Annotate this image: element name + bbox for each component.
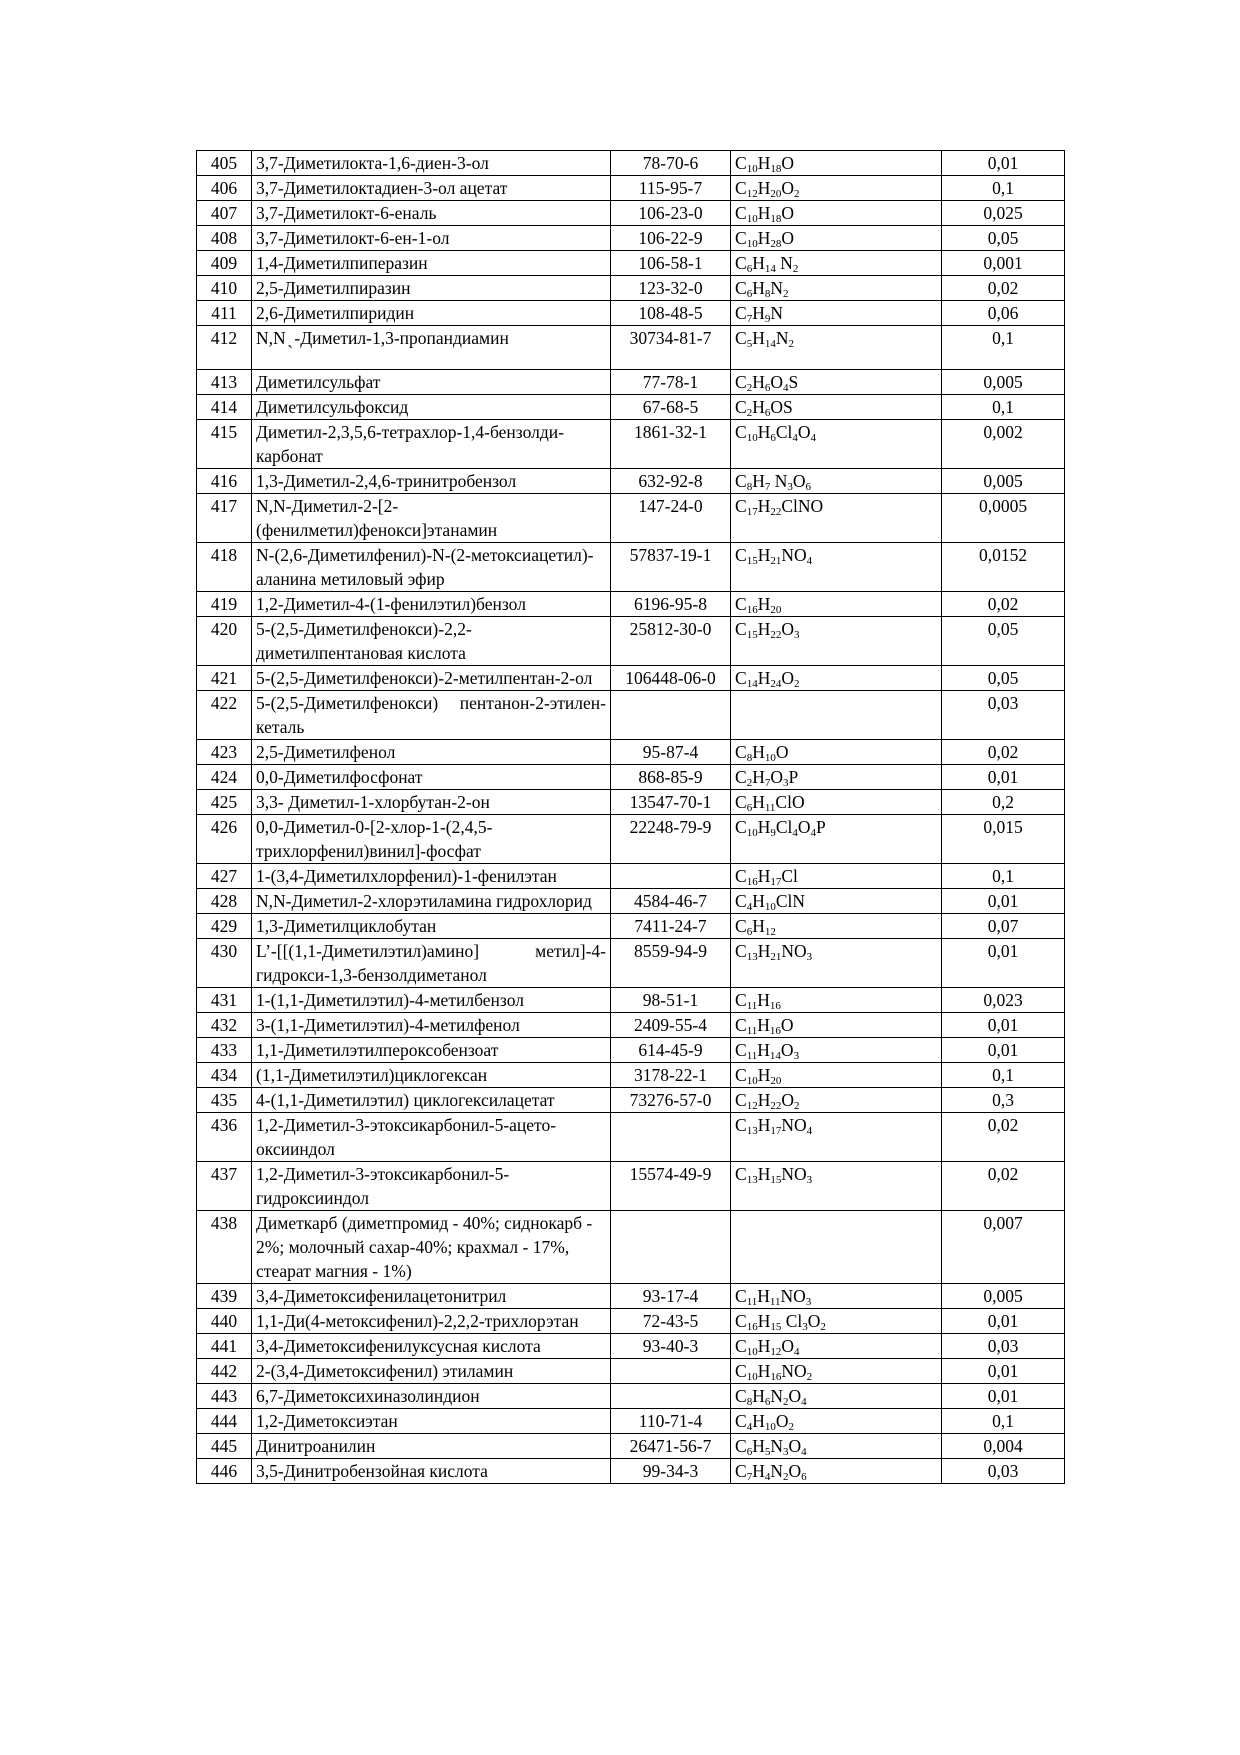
limit-value: 0,01	[942, 1038, 1065, 1063]
chemical-formula: $C_{11}H_{11}NO_3$	[731, 1284, 942, 1309]
substance-name: 5-(2,5-Диметилфенокси)-2-метилпентан-2-ол	[252, 666, 611, 691]
table-row	[197, 1409, 1065, 1434]
substance-name: 3,4-Диметоксифенилуксусная кислота	[252, 1334, 611, 1359]
chemical-formula: $C_{11}H_{14}O_3$	[731, 1038, 942, 1063]
substance-name: (1,1-Диметилэтил)циклогексан	[252, 1063, 611, 1088]
table-row	[197, 1013, 1065, 1038]
chemical-formula: $C_8H_{10}O$	[731, 740, 942, 765]
row-number: 437	[197, 1162, 252, 1211]
cas-number: 93-17-4	[611, 1284, 731, 1309]
cas-number: 106448-06-0	[611, 666, 731, 691]
substance-name: 2,5-Диметилфенол	[252, 740, 611, 765]
table-row	[197, 226, 1065, 251]
cas-number: 2409-55-4	[611, 1013, 731, 1038]
limit-value: 0,005	[942, 1284, 1065, 1309]
table-row	[197, 864, 1065, 889]
cas-number: 147-24-0	[611, 494, 731, 543]
table-body	[197, 151, 1065, 1484]
cas-number: 73276-57-0	[611, 1088, 731, 1113]
row-number: 419	[197, 592, 252, 617]
cas-number: 3178-22-1	[611, 1063, 731, 1088]
table-row	[197, 1384, 1065, 1409]
chemical-formula: $C_5H_{14}N_2$	[731, 326, 942, 370]
chemical-formula: $C_6H_{14}$ $N_2$	[731, 251, 942, 276]
limit-value: 0,025	[942, 201, 1065, 226]
cas-number: 30734-81-7	[611, 326, 731, 370]
limit-value: 0,005	[942, 370, 1065, 395]
table-row	[197, 469, 1065, 494]
table-row	[197, 790, 1065, 815]
cas-number: 8559-94-9	[611, 939, 731, 988]
chemical-formula: $C_7H_9N$	[731, 301, 942, 326]
row-number: 446	[197, 1459, 252, 1484]
table-row	[197, 420, 1065, 469]
substance-name: Диметил-2,3,5,6-тетрахлор-1,4-бензолди-карбонат	[252, 420, 611, 469]
row-number: 423	[197, 740, 252, 765]
table-row	[197, 988, 1065, 1013]
substance-name: 1,2-Диметоксиэтан	[252, 1409, 611, 1434]
cas-number: 77-78-1	[611, 370, 731, 395]
table-row	[197, 301, 1065, 326]
table-row	[197, 201, 1065, 226]
limit-value: 0,05	[942, 226, 1065, 251]
cas-number: 95-87-4	[611, 740, 731, 765]
limit-value: 0,02	[942, 592, 1065, 617]
substance-name: 3-(1,1-Диметилэтил)-4-метилфенол	[252, 1013, 611, 1038]
limit-value: 0,01	[942, 1359, 1065, 1384]
limit-value: 0,03	[942, 691, 1065, 740]
row-number: 430	[197, 939, 252, 988]
table-row	[197, 889, 1065, 914]
chemical-formula	[731, 1211, 942, 1284]
limit-value: 0,03	[942, 1459, 1065, 1484]
chemical-formula: $C_{12}H_{20}O_2$	[731, 176, 942, 201]
substance-name: 1-(1,1-Диметилэтил)-4-метилбензол	[252, 988, 611, 1013]
cas-number: 15574-49-9	[611, 1162, 731, 1211]
cas-number	[611, 1113, 731, 1162]
limit-value: 0,02	[942, 740, 1065, 765]
chemical-formula: $C_{10}H_{16}NO_2$	[731, 1359, 942, 1384]
cas-number: 6196-95-8	[611, 592, 731, 617]
substance-name: Динитроанилин	[252, 1434, 611, 1459]
row-number: 421	[197, 666, 252, 691]
cas-number: 67-68-5	[611, 395, 731, 420]
cas-number: 7411-24-7	[611, 914, 731, 939]
chemical-formula: $C_{17}H_{22}ClNO$	[731, 494, 942, 543]
chemical-formula: $C_7H_4N_2O_6$	[731, 1459, 942, 1484]
cas-number	[611, 691, 731, 740]
cas-number: 93-40-3	[611, 1334, 731, 1359]
substance-name: N,N-Диметил-2-[2-(фенилметил)фенокси]этанамин	[252, 494, 611, 543]
limit-value: 0,1	[942, 1063, 1065, 1088]
row-number: 435	[197, 1088, 252, 1113]
chemical-formula: $C_8H_7$ $N_3O_6$	[731, 469, 942, 494]
limit-value: 0,3	[942, 1088, 1065, 1113]
limit-value: 0,1	[942, 395, 1065, 420]
limit-value: 0,05	[942, 617, 1065, 666]
substance-name: N,N-Диметил-2-хлорэтиламина гидрохлорид	[252, 889, 611, 914]
row-number: 441	[197, 1334, 252, 1359]
cas-number: 1861-32-1	[611, 420, 731, 469]
table-row	[197, 1038, 1065, 1063]
substance-name: 1,3-Диметилциклобутан	[252, 914, 611, 939]
cas-number: 868-85-9	[611, 765, 731, 790]
limit-value: 0,01	[942, 1309, 1065, 1334]
cas-number: 614-45-9	[611, 1038, 731, 1063]
cas-number: 99-34-3	[611, 1459, 731, 1484]
limit-value: 0,02	[942, 1113, 1065, 1162]
chemical-formula: $C_{10}H_{20}$	[731, 1063, 942, 1088]
limit-value: 0,06	[942, 301, 1065, 326]
chemical-formula: $C_4H_{10}O_2$	[731, 1409, 942, 1434]
table-row	[197, 1113, 1065, 1162]
chemical-formula: $C_{10}H_9Cl_4O_4P$	[731, 815, 942, 864]
table-row	[197, 151, 1065, 176]
substance-name: 1,4-Диметилпиперазин	[252, 251, 611, 276]
row-number: 443	[197, 1384, 252, 1409]
limit-value: 0,1	[942, 326, 1065, 370]
chemical-formula: $C_{15}H_{22}O_3$	[731, 617, 942, 666]
table-row	[197, 1434, 1065, 1459]
row-number: 444	[197, 1409, 252, 1434]
cas-number: 106-58-1	[611, 251, 731, 276]
limit-value: 0,02	[942, 1162, 1065, 1211]
cas-number: 110-71-4	[611, 1409, 731, 1434]
row-number: 411	[197, 301, 252, 326]
table-row	[197, 914, 1065, 939]
row-number: 415	[197, 420, 252, 469]
chemical-formula: $C_6H_{11}ClO$	[731, 790, 942, 815]
limit-value: 0,004	[942, 1434, 1065, 1459]
chemical-formula: $C_6H_8N_2$	[731, 276, 942, 301]
limit-value: 0,01	[942, 151, 1065, 176]
limit-value: 0,1	[942, 864, 1065, 889]
limit-value: 0,05	[942, 666, 1065, 691]
row-number: 413	[197, 370, 252, 395]
table-row	[197, 691, 1065, 740]
row-number: 409	[197, 251, 252, 276]
cas-number: 26471-56-7	[611, 1434, 731, 1459]
chemical-formula: $C_{11}H_{16}O$	[731, 1013, 942, 1038]
chemical-formula: $C_2H_6O_4S$	[731, 370, 942, 395]
limit-value: 0,07	[942, 914, 1065, 939]
substance-name: 3,7-Диметилокт-6-ен-1-ол	[252, 226, 611, 251]
limit-value: 0,007	[942, 1211, 1065, 1284]
limit-value: 0,1	[942, 176, 1065, 201]
row-number: 436	[197, 1113, 252, 1162]
substance-name: 3,3- Диметил-1-хлорбутан-2-он	[252, 790, 611, 815]
table-row	[197, 617, 1065, 666]
limit-value: 0,01	[942, 1013, 1065, 1038]
cas-number: 106-23-0	[611, 201, 731, 226]
cas-number: 98-51-1	[611, 988, 731, 1013]
row-number: 407	[197, 201, 252, 226]
chemical-formula: $C_{16}H_{15}$ $Cl_3O_2$	[731, 1309, 942, 1334]
substance-name: Диметилсульфат	[252, 370, 611, 395]
limit-value: 0,015	[942, 815, 1065, 864]
substance-name: 1,3-Диметил-2,4,6-тринитробензол	[252, 469, 611, 494]
chemical-formula: $C_{13}H_{17}NO_4$	[731, 1113, 942, 1162]
chemical-formula: $C_{12}H_{22}O_2$	[731, 1088, 942, 1113]
substance-name: 5-(2,5-Диметилфенокси)-2,2-диметилпентановая кислота	[252, 617, 611, 666]
substance-name: N-(2,6-Диметилфенил)-N-(2-метоксиацетил)-аланина метиловый эфир	[252, 543, 611, 592]
limit-value: 0,02	[942, 276, 1065, 301]
chemical-formula: $C_{10}H_6Cl_4O_4$	[731, 420, 942, 469]
limit-value: 0,03	[942, 1334, 1065, 1359]
limit-value: 0,01	[942, 889, 1065, 914]
limit-value: 0,001	[942, 251, 1065, 276]
row-number: 425	[197, 790, 252, 815]
limit-value: 0,01	[942, 1384, 1065, 1409]
cas-number: 25812-30-0	[611, 617, 731, 666]
row-number: 434	[197, 1063, 252, 1088]
substance-name: 1,1-Диметилэтилпероксобензоат	[252, 1038, 611, 1063]
table-row	[197, 1211, 1065, 1284]
chemical-formula	[731, 691, 942, 740]
chemical-formula: $C_{10}H_{18}O$	[731, 201, 942, 226]
row-number: 439	[197, 1284, 252, 1309]
limit-value: 0,01	[942, 765, 1065, 790]
row-number: 416	[197, 469, 252, 494]
chemical-formula: $C_{15}H_{21}NO_4$	[731, 543, 942, 592]
cas-number: 57837-19-1	[611, 543, 731, 592]
substance-name: N,N ̖ -Диметил-1,3-пропандиамин	[252, 326, 611, 370]
row-number: 428	[197, 889, 252, 914]
table-row	[197, 1309, 1065, 1334]
chemical-formula: $C_{13}H_{21}NO_3$	[731, 939, 942, 988]
substance-name: 3,4-Диметоксифенилацетонитрил	[252, 1284, 611, 1309]
table-row	[197, 494, 1065, 543]
chemical-formula: $C_8H_6N_2O_4$	[731, 1384, 942, 1409]
table-row	[197, 1088, 1065, 1113]
chemical-formula: $C_{11}H_{16}$	[731, 988, 942, 1013]
substance-name: 2,6-Диметилпиридин	[252, 301, 611, 326]
table-row	[197, 1459, 1065, 1484]
table-row	[197, 251, 1065, 276]
table-row	[197, 1063, 1065, 1088]
substance-name: 3,5-Динитробензойная кислота	[252, 1459, 611, 1484]
substance-name: L’-[[(1,1-Диметилэтил)амино] метил]-4-гидрокси-1,3-бензолдиметанол	[252, 939, 611, 988]
table-row	[197, 395, 1065, 420]
substance-name: 2-(3,4-Диметоксифенил) этиламин	[252, 1359, 611, 1384]
cas-number: 115-95-7	[611, 176, 731, 201]
chemical-formula: $C_2H_6OS$	[731, 395, 942, 420]
cas-number	[611, 1359, 731, 1384]
substance-name: 3,7-Диметилокта-1,6-диен-3-ол	[252, 151, 611, 176]
limit-value: 0,1	[942, 1409, 1065, 1434]
limit-value: 0,0152	[942, 543, 1065, 592]
row-number: 438	[197, 1211, 252, 1284]
substance-name: 1,2-Диметил-3-этоксикарбонил-5-гидроксииндол	[252, 1162, 611, 1211]
row-number: 408	[197, 226, 252, 251]
substance-name: 3,7-Диметилокт-6-еналь	[252, 201, 611, 226]
row-number: 429	[197, 914, 252, 939]
cas-number: 632-92-8	[611, 469, 731, 494]
cas-number: 106-22-9	[611, 226, 731, 251]
row-number: 424	[197, 765, 252, 790]
cas-number	[611, 1384, 731, 1409]
substances-table	[196, 150, 1065, 1484]
table-row	[197, 543, 1065, 592]
table-row	[197, 176, 1065, 201]
cas-number	[611, 864, 731, 889]
chemical-formula: $C_6H_5N_3O_4$	[731, 1434, 942, 1459]
row-number: 417	[197, 494, 252, 543]
chemical-formula: $C_{10}H_{28}O$	[731, 226, 942, 251]
substance-name: 1,1-Ди(4-метоксифенил)-2,2,2-трихлорэтан	[252, 1309, 611, 1334]
table-row	[197, 1359, 1065, 1384]
row-number: 427	[197, 864, 252, 889]
substance-name: 5-(2,5-Диметилфенокси) пентанон-2-этилен-кеталь	[252, 691, 611, 740]
limit-value: 0,002	[942, 420, 1065, 469]
chemical-formula: $C_{16}H_{20}$	[731, 592, 942, 617]
table-row	[197, 1334, 1065, 1359]
substance-name: 6,7-Диметоксихиназолиндион	[252, 1384, 611, 1409]
cas-number: 4584-46-7	[611, 889, 731, 914]
substance-name: Диметкарб (диметпромид - 40%; сиднокарб - 2%; молочный сахар-40%; крахмал - 17%, стеарат магния - 1%)	[252, 1211, 611, 1284]
chemical-formula: $C_4H_{10}ClN$	[731, 889, 942, 914]
table-row	[197, 1162, 1065, 1211]
row-number: 445	[197, 1434, 252, 1459]
table-row	[197, 666, 1065, 691]
row-number: 442	[197, 1359, 252, 1384]
table-row	[197, 815, 1065, 864]
table-row	[197, 740, 1065, 765]
chemical-formula: $C_2H_7O_3P$	[731, 765, 942, 790]
chemical-formula: $C_6H_{12}$	[731, 914, 942, 939]
chemical-formula: $C_{14}H_{24}O_2$	[731, 666, 942, 691]
substance-name: 1,2-Диметил-4-(1-фенилэтил)бензол	[252, 592, 611, 617]
table-row	[197, 326, 1065, 370]
limit-value: 0,023	[942, 988, 1065, 1013]
cas-number: 13547-70-1	[611, 790, 731, 815]
table-row	[197, 592, 1065, 617]
limit-value: 0,005	[942, 469, 1065, 494]
row-number: 414	[197, 395, 252, 420]
row-number: 420	[197, 617, 252, 666]
row-number: 422	[197, 691, 252, 740]
row-number: 412	[197, 326, 252, 370]
cas-number	[611, 1211, 731, 1284]
substance-name: 2,5-Диметилпиразин	[252, 276, 611, 301]
row-number: 432	[197, 1013, 252, 1038]
row-number: 405	[197, 151, 252, 176]
chemical-formula: $C_{10}H_{18}O$	[731, 151, 942, 176]
row-number: 433	[197, 1038, 252, 1063]
cas-number: 123-32-0	[611, 276, 731, 301]
substance-name: 0,0-Диметилфосфонат	[252, 765, 611, 790]
limit-value: 0,0005	[942, 494, 1065, 543]
chemical-formula: $C_{13}H_{15}NO_3$	[731, 1162, 942, 1211]
substance-name: 1-(3,4-Диметилхлорфенил)-1-фенилэтан	[252, 864, 611, 889]
row-number: 440	[197, 1309, 252, 1334]
row-number: 418	[197, 543, 252, 592]
substance-name: Диметилсульфоксид	[252, 395, 611, 420]
substance-name: 1,2-Диметил-3-этоксикарбонил-5-ацето-оксииндол	[252, 1113, 611, 1162]
chemical-formula: $C_{10}H_{12}O_4$	[731, 1334, 942, 1359]
table-row	[197, 939, 1065, 988]
limit-value: 0,01	[942, 939, 1065, 988]
row-number: 410	[197, 276, 252, 301]
substance-name: 4-(1,1-Диметилэтил) циклогексилацетат	[252, 1088, 611, 1113]
chemical-formula: $C_{16}H_{17}Cl$	[731, 864, 942, 889]
limit-value: 0,2	[942, 790, 1065, 815]
row-number: 431	[197, 988, 252, 1013]
table-row	[197, 765, 1065, 790]
cas-number: 108-48-5	[611, 301, 731, 326]
row-number: 426	[197, 815, 252, 864]
substance-name: 3,7-Диметилоктадиен-3-ол ацетат	[252, 176, 611, 201]
cas-number: 72-43-5	[611, 1309, 731, 1334]
cas-number: 22248-79-9	[611, 815, 731, 864]
table-row	[197, 370, 1065, 395]
table-row	[197, 276, 1065, 301]
cas-number: 78-70-6	[611, 151, 731, 176]
table-row	[197, 1284, 1065, 1309]
row-number: 406	[197, 176, 252, 201]
substance-name: 0,0-Диметил-0-[2-хлор-1-(2,4,5-трихлорфенил)винил]-фосфат	[252, 815, 611, 864]
